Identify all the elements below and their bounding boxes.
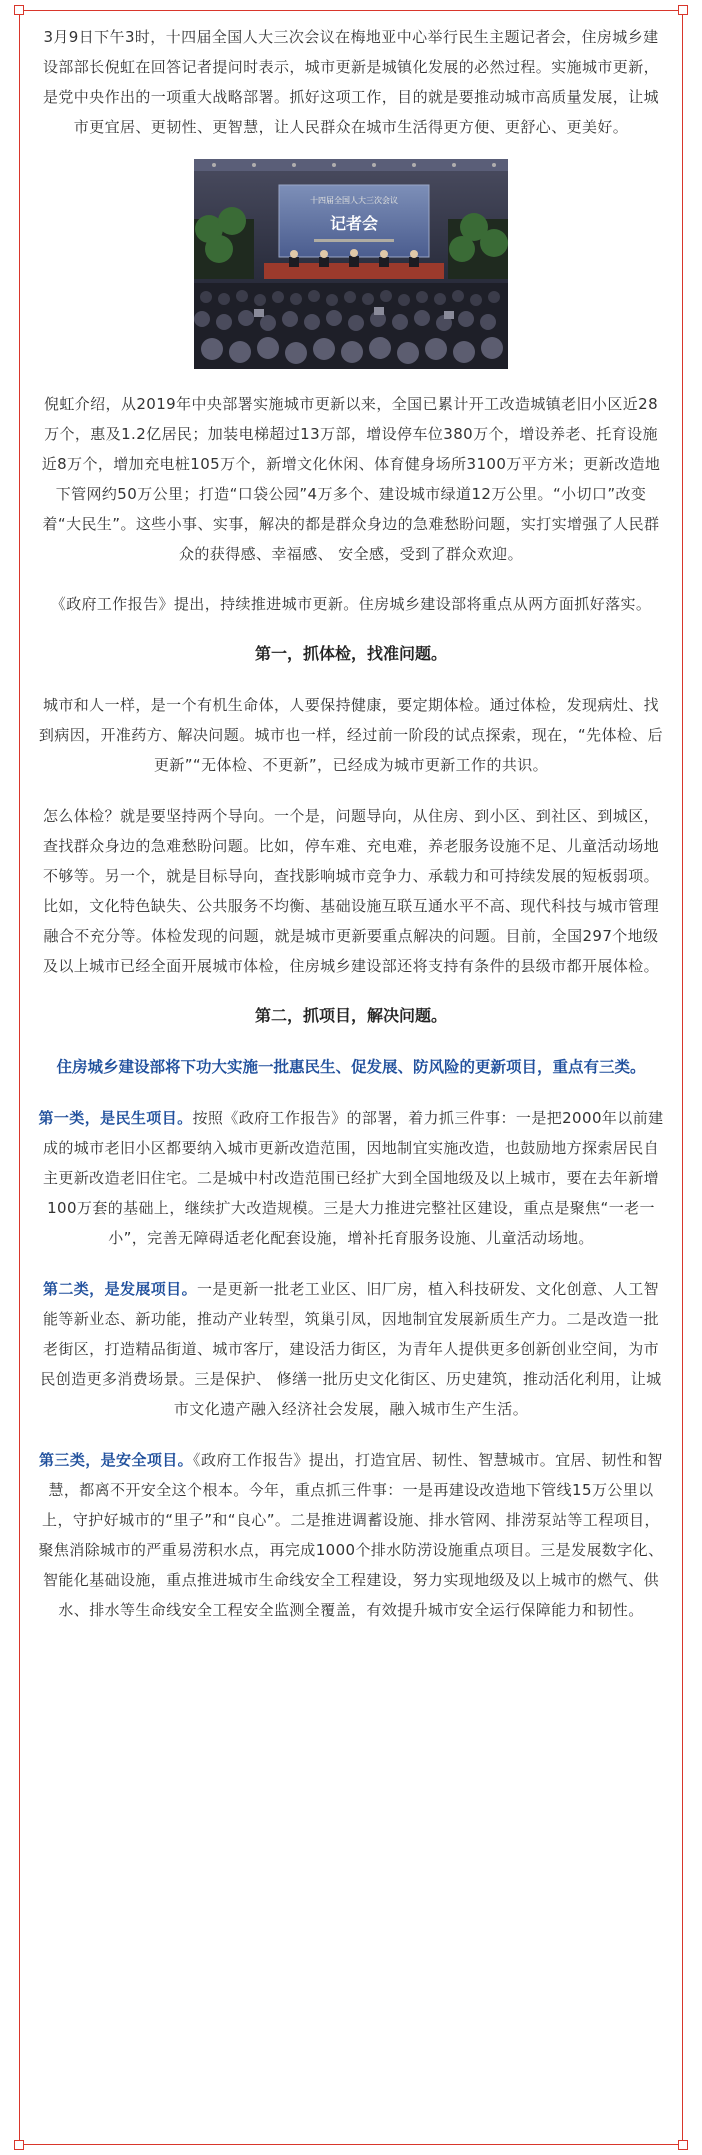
paragraph-results: 倪虹介绍，从2019年中央部署实施城市更新以来，全国已累计开工改造城镇老旧小区近28万个，惠及1.2亿居民；加装电梯超过13万部，增设停车位380万个，增设养老、托育设施近8万个，增加充电桩105万个，新增文化休闲、体育健身场所3100万平方米；更新改造地下管网约50万公里；打造“口袋公园”4万多个、建设城市绿道12万公里。“小切口”改变着“大民生”。这些小事、实事，解决的都是群众身边的急难愁盼问题，实打实增强了人民群众的获得感、幸福感、 安全感，受到了群众欢迎。 xyxy=(41,395,661,563)
category-one-body: 按照《政府工作报告》的部署，着力抓三件事：一是把2000年以前建成的城市老旧小区都要纳入城市更新改造范围，因地制宜实施改造，也鼓励地方探索居民自主更新改造老旧住宅。二是城中村改造范围已经扩大到全国地级及以上城市，要在去年新增100万套的基础上，继续扩大改造规模。三是大力推进完整社区建设，重点是聚焦“一老一小”，完善无障碍适老化配套设施，增补托育服务设施、儿童活动场地。 xyxy=(42,1109,664,1247)
photo-banner-title: 记者会 xyxy=(329,214,379,233)
blue-intro: 住房城乡建设部将下功大实施一批惠民生、促发展、防风险的更新项目，重点有三类。 xyxy=(56,1058,646,1076)
photo-banner-subtitle: 十四届全国人大三次会议 xyxy=(310,196,398,205)
press-conference-illustration xyxy=(194,159,508,369)
heading-first: 第一，抓体检，找准问题。 xyxy=(254,644,447,663)
paragraph-category-three xyxy=(38,1445,664,1625)
category-three-lead: 第三类，是安全项目。 xyxy=(39,1451,194,1469)
frame-corner-bottom-left xyxy=(14,2140,24,2150)
paragraph-intro: 3月9日下午3时，十四届全国人大三次会议在梅地亚中心举行民生主题记者会，住房城乡建设部部长倪虹在回答记者提问时表示，城市更新是城镇化发展的必然过程。实施城市更新，是党中央作出的一项重大战略部署。抓好这项工作，目的就是要推动城市高质量发展，让城市更宜居、更韧性、更智慧，让人民群众在城市生活得更方便、更舒心、更美好。 xyxy=(42,28,659,136)
paragraph-how-checkup: 怎么体检？就是要坚持两个导向。一个是，问题导向，从住房、到小区、到社区、到城区，查找群众身边的急难愁盼问题。比如，停车难、充电难，养老服务设施不足、儿童活动场地不够等。另一个，就是目标导向，查找影响城市竞争力、承载力和可持续发展的短板弱项。比如，文化特色缺失、公共服务不均衡、基础设施互联互通水平不高、现代科技与城市管理融合不充分等。体检发现的问题，就是城市更新要重点解决的问题。目前，全国297个地级及以上城市已经全面开展城市体检，住房城乡建设部还将支持有条件的县级市都开展体检。 xyxy=(42,807,659,975)
paragraph-category-one xyxy=(38,1103,664,1253)
category-three-body: 《政府工作报告》提出，打造宜居、韧性、智慧城市。宜居、韧性和智慧，都离不开安全这个根本。今年，重点抓三件事：一是再建设改造地下管线15万公里以上，守护好城市的“里子”和“良心”。二是推进调蓄设施、排水管网、排涝泵站等工程项目，聚焦消除城市的严重易涝积水点，再完成1000个排水防涝设施重点项目。三是发展数字化、智能化基础设施，重点推进城市生命线安全工程建设，努力实现地级及以上城市的燃气、供水、排水等生命线安全工程安全监测全覆盖，有效提升城市安全运行保障能力和韧性。 xyxy=(38,1451,664,1619)
category-two-body: 一是更新一批老工业区、旧厂房，植入科技研发、文化创意、人工智能等新业态、新功能，推动产业转型，筑巢引凤，因地制宜发展新质生产力。二是改造一批老街区，打造精品街道、城市客厅，建设活力街区，为青年人提供更多创新创业空间，为市民创造更多消费场景。三是保护、 修缮一批历史文化街区、历史建筑，推动活化利用，让城市文化遗产融入经济社会发展，融入城市生产生活。 xyxy=(40,1280,662,1418)
frame-corner-top-right xyxy=(678,5,688,15)
heading-second: 第二，抓项目，解决问题。 xyxy=(254,1006,447,1025)
press-conference-photo xyxy=(194,159,508,369)
category-two-lead: 第二类，是发展项目。 xyxy=(42,1280,197,1298)
category-one-lead: 第一类，是民生项目。 xyxy=(38,1109,193,1127)
frame-corner-top-left xyxy=(14,5,24,15)
frame-corner-bottom-right xyxy=(678,2140,688,2150)
paragraph-report: 《政府工作报告》提出，持续推进城市更新。住房城乡建设部将重点从两方面抓好落实。 xyxy=(50,595,652,613)
paragraph-category-two xyxy=(38,1274,664,1424)
article-body xyxy=(38,22,664,1625)
paragraph-checkup: 城市和人一样，是一个有机生命体，人要保持健康，要定期体检。通过体检，发现病灶、找到病因，开准药方、解决问题。城市也一样，经过前一阶段的试点探索，现在，“先体检、后更新”“无体检、不更新”，已经成为城市更新工作的共识。 xyxy=(38,696,664,774)
